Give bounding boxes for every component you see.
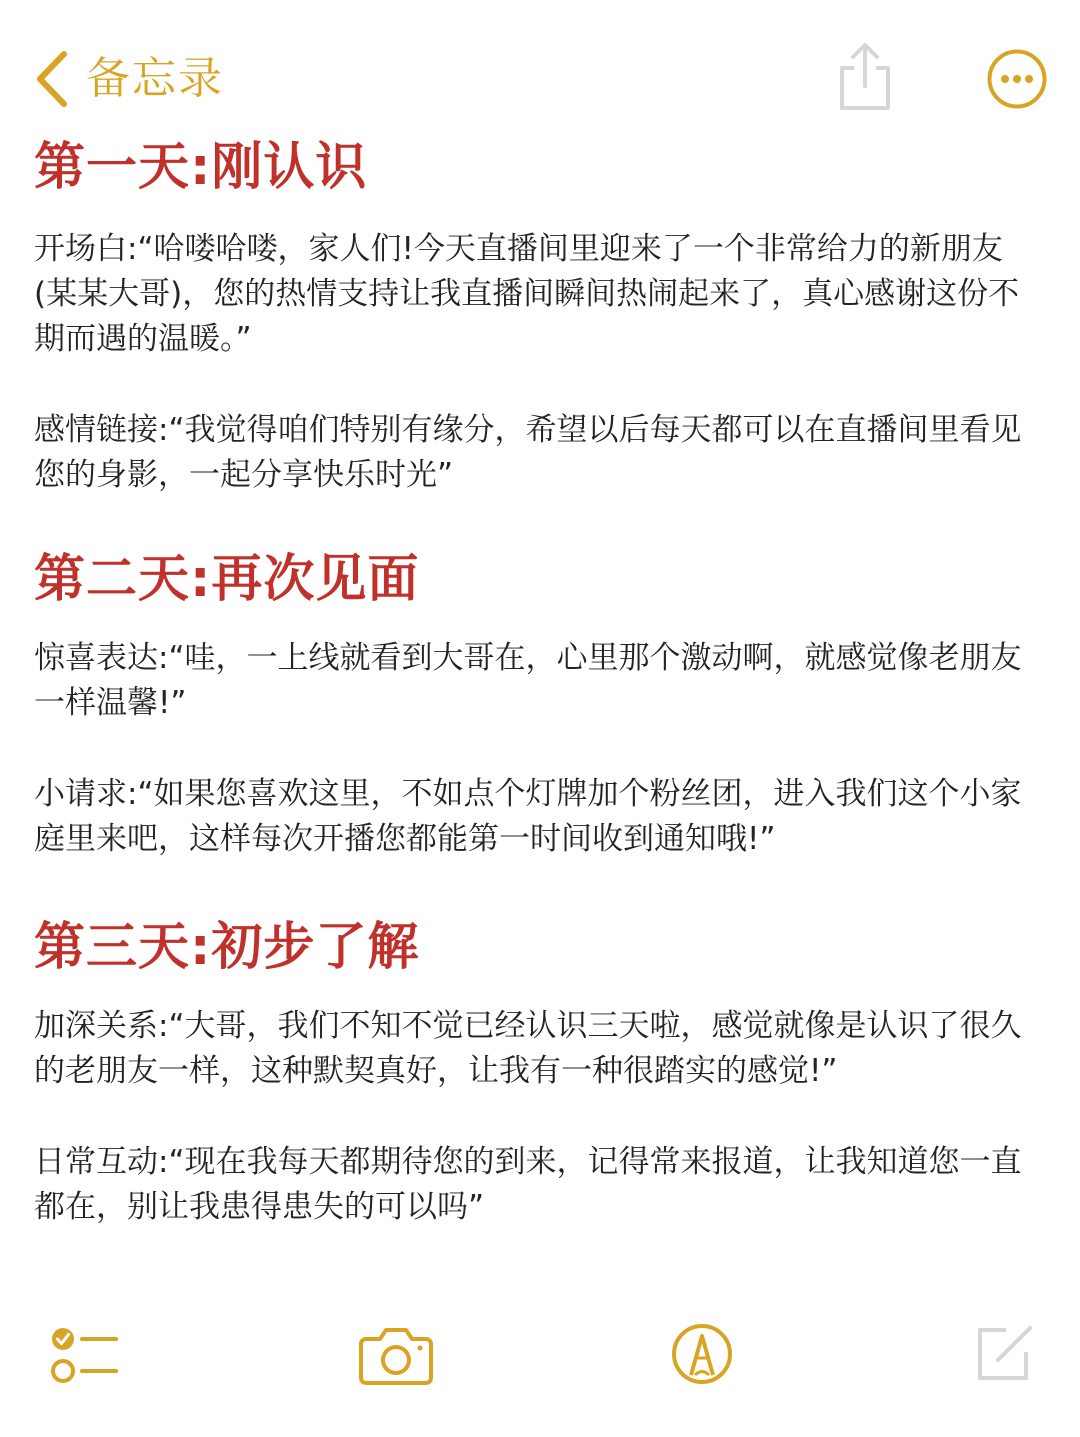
back-label: 备忘录 bbox=[86, 53, 224, 104]
note-paragraph: 加深关系:“大哥，我们不知不觉已经认识三天啦，感觉就像是认识了很久的老朋友一样，这种默契真好，让我有一种很踏实的感觉!” bbox=[34, 1008, 1022, 1089]
navigation-bar bbox=[0, 0, 1080, 130]
section-title: 第一天:刚认识 bbox=[34, 138, 368, 197]
more-options-button[interactable] bbox=[986, 48, 1048, 110]
share-button[interactable] bbox=[832, 40, 898, 114]
note-paragraph: 惊喜表达:“哇，一上线就看到大哥在，心里那个激动啊，就感觉像老朋友一样温馨!” bbox=[34, 640, 1022, 721]
note-paragraph: 日常互动:“现在我每天都期待您的到来，记得常来报道，让我知道您一直都在，别让我患得患失的可以吗” bbox=[34, 1144, 1022, 1225]
chevron-left-icon bbox=[34, 50, 68, 108]
section-title: 第二天:再次见面 bbox=[34, 550, 420, 609]
section-title: 第三天:初步了解 bbox=[34, 918, 420, 977]
camera-icon bbox=[358, 1324, 434, 1386]
note-paragraph: 小请求:“如果您喜欢这里，不如点个灯牌加个粉丝团，进入我们这个小家庭里来吧，这样每次开播您都能第一时间收到通知哦!” bbox=[34, 776, 1022, 857]
note-paragraph: 感情链接:“我觉得咱们特别有缘分，希望以后每天都可以在直播间里看见您的身影，一起分享快乐时光” bbox=[34, 412, 1022, 493]
checklist-icon bbox=[50, 1324, 120, 1388]
markup-button[interactable] bbox=[670, 1322, 734, 1386]
back-button[interactable] bbox=[34, 48, 224, 110]
compose-button[interactable] bbox=[972, 1320, 1038, 1386]
note-paragraph: 开场白:“哈喽哈喽，家人们!今天直播间里迎来了一个非常给力的新朋友(某某大哥)，您的热情支持让我直播间瞬间热闹起来了，真心感谢这份不期而遇的温暖。” bbox=[34, 231, 1020, 357]
bottom-toolbar bbox=[0, 1310, 1080, 1410]
note-content[interactable] bbox=[34, 136, 1034, 1230]
ellipsis-circle-icon bbox=[986, 95, 1048, 114]
compose-icon bbox=[972, 1320, 1038, 1386]
share-icon bbox=[832, 99, 898, 118]
camera-button[interactable] bbox=[358, 1324, 434, 1386]
markup-icon bbox=[670, 1322, 734, 1386]
checklist-button[interactable] bbox=[50, 1324, 120, 1388]
